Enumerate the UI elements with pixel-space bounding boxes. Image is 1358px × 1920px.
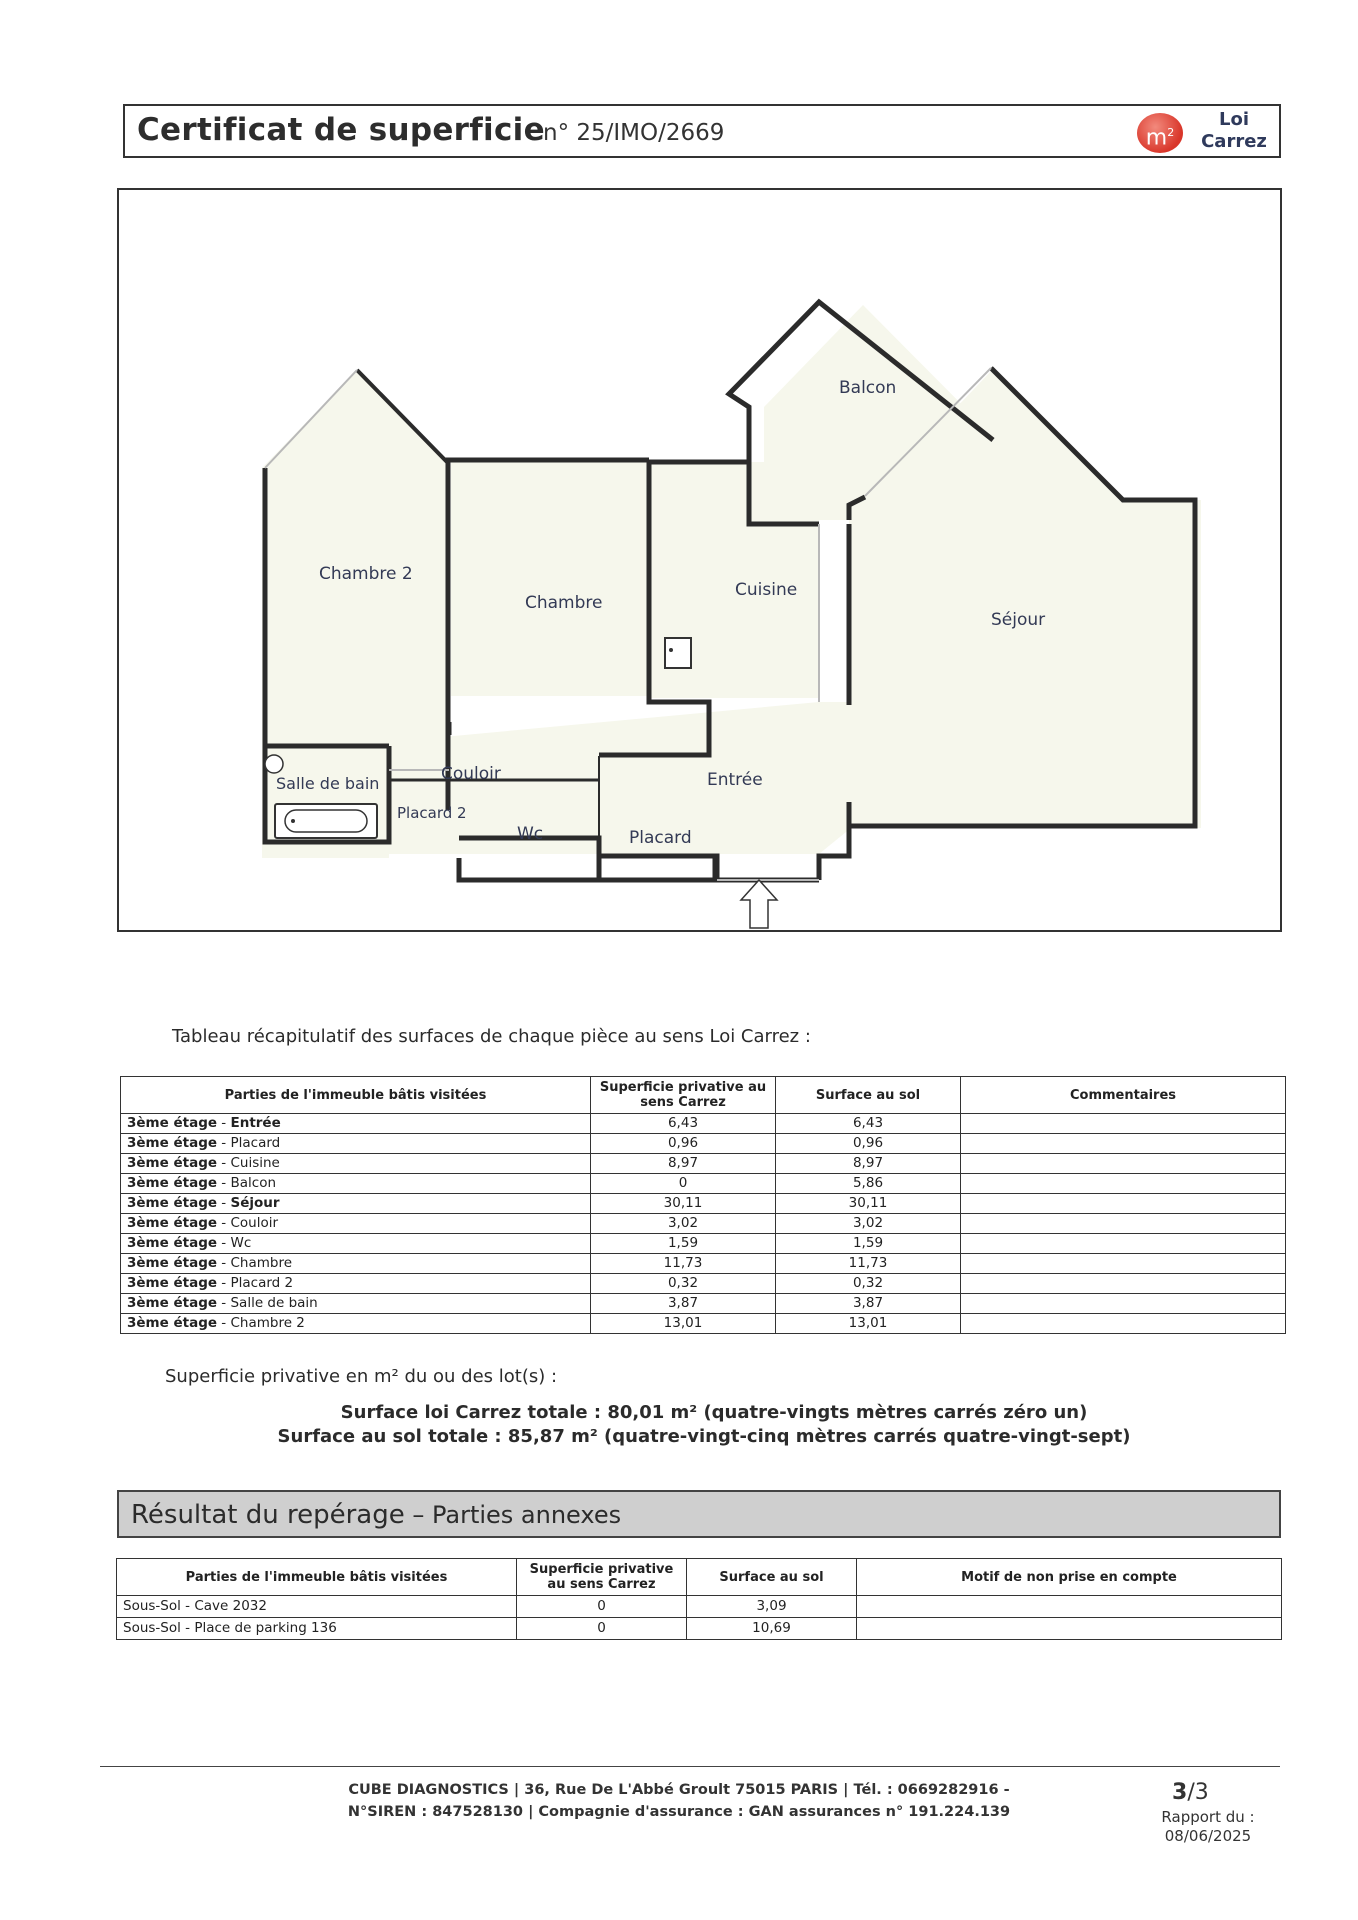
cell-carrez: 0 [591,1174,776,1194]
cell-partie [121,1314,591,1334]
cell-comment [961,1254,1286,1274]
cell-piece: Chambre 2 [230,1315,305,1331]
logo-mark: m [1145,125,1168,151]
cell-sep: - [217,1195,231,1211]
col-commentaires: Commentaires [961,1077,1286,1114]
col-sol: Surface au sol [776,1077,961,1114]
floor-plan-drawing [119,190,1280,930]
cell-sol: 11,73 [776,1254,961,1274]
cell-sol: 3,09 [687,1596,857,1618]
cell-sep: - [217,1235,231,1251]
col-carrez-line2: sens Carrez [640,1095,726,1110]
cell-piece: Couloir [230,1215,279,1231]
col-motif: Motif de non prise en compte [857,1559,1282,1596]
cell-carrez: 13,01 [591,1314,776,1334]
result-subtitle: Parties annexes [431,1501,622,1529]
table-row [121,1234,1286,1254]
cell-sep: - [217,1135,231,1151]
surfaces-table [120,1076,1286,1334]
floor-plan [117,188,1282,932]
room-label-placard2: Placard 2 [397,804,467,822]
cell-carrez: 0 [517,1618,687,1640]
col-carrez-line1: Superficie privative au [599,1080,767,1095]
cell-sep: - [217,1295,231,1311]
room-label-chambre: Chambre [525,593,603,613]
total-carrez-words: (quatre-vingts mètres carrés zéro un) [697,1402,1088,1423]
result-banner [117,1490,1281,1538]
room-label-couloir: Couloir [441,764,501,784]
col-carrez-line2: au sens Carrez [547,1577,656,1592]
room-label-chambre2: Chambre 2 [319,564,413,584]
total-carrez-label: Surface loi Carrez totale : [340,1402,608,1423]
cell-sol: 0,32 [776,1274,961,1294]
cell-sep: - [217,1175,231,1191]
table-row [121,1274,1286,1294]
col-carrez [517,1559,687,1596]
report-date-value: 08/06/2025 [1164,1827,1252,1845]
cell-piece: Séjour [230,1195,280,1211]
cell-piece: Placard [230,1135,281,1151]
header-box [123,104,1281,158]
cell-partie [121,1294,591,1314]
cell-etage: 3ème étage [127,1295,218,1311]
cell-partie [121,1134,591,1154]
cell-piece: Wc [230,1235,252,1251]
cell-comment [961,1214,1286,1234]
table-caption: Tableau récapitulatif des surfaces de chaque pièce au sens Loi Carrez : [172,1026,811,1047]
cell-sep: - [217,1215,231,1231]
cell-sep: - [217,1315,231,1331]
cell-etage: 3ème étage [127,1115,218,1131]
report-date-label: Rapport du : [1161,1808,1255,1826]
col-parties: Parties de l'immeuble bâtis visitées [121,1077,591,1114]
cell-comment [961,1294,1286,1314]
logo-text [1199,109,1269,153]
cell-etage: 3ème étage [127,1175,218,1191]
cell-partie [121,1214,591,1234]
total-sol [0,1426,1358,1447]
cell-partie [121,1234,591,1254]
cell-etage: 3ème étage [127,1195,218,1211]
m2-logo-icon [1137,113,1183,153]
cell-carrez: 0 [517,1596,687,1618]
page-current: 3 [1172,1780,1188,1805]
cell-carrez: 8,97 [591,1154,776,1174]
cell-comment [961,1154,1286,1174]
cell-comment [961,1134,1286,1154]
report-date [1148,1808,1268,1846]
total-carrez-value: 80,01 m² [607,1402,698,1423]
table-row [121,1174,1286,1194]
room-label-salle-de-bain: Salle de bain [276,774,380,793]
cell-sol: 13,01 [776,1314,961,1334]
table-row [121,1134,1286,1154]
cell-carrez: 3,02 [591,1214,776,1234]
footer-divider [100,1766,1280,1767]
col-parties: Parties de l'immeuble bâtis visitées [117,1559,517,1596]
annexes-table [116,1558,1282,1640]
cell-partie [121,1174,591,1194]
document-title: Certificat de superficie [137,112,545,148]
result-title-main: Résultat du repérage [131,1500,405,1530]
cell-carrez: 11,73 [591,1254,776,1274]
cell-sep: - [217,1115,231,1131]
lots-label: Superficie privative en m² du ou des lot(s) : [165,1366,558,1387]
table-row [117,1596,1282,1618]
cell-partie [121,1274,591,1294]
cell-etage: 3ème étage [127,1315,218,1331]
footer-siren: N°SIREN : 847528130 | Compagnie d'assurance : GAN assurances n° 191.224.139 [347,1804,1011,1820]
table-row [121,1154,1286,1174]
cell-carrez: 0,32 [591,1274,776,1294]
cell-sol: 3,87 [776,1294,961,1314]
logo-sup: 2 [1167,126,1175,139]
cell-piece: Balcon [230,1175,277,1191]
cell-etage: 3ème étage [127,1215,218,1231]
result-title [131,1500,621,1530]
table-row [121,1294,1286,1314]
cell-carrez: 30,11 [591,1194,776,1214]
total-sol-label: Surface au sol totale : [277,1426,508,1447]
result-dash: – [404,1501,432,1529]
cell-sol: 6,43 [776,1114,961,1134]
cell-piece: Salle de bain [230,1295,318,1311]
cell-carrez: 0,96 [591,1134,776,1154]
cell-etage: 3ème étage [127,1135,218,1151]
cell-carrez: 3,87 [591,1294,776,1314]
cell-sol: 1,59 [776,1234,961,1254]
table-header-row [121,1077,1286,1114]
cell-partie [121,1154,591,1174]
col-carrez [591,1077,776,1114]
cell-sep: - [217,1275,231,1291]
cell-sol: 0,96 [776,1134,961,1154]
cell-piece: Entrée [230,1115,281,1131]
cell-comment [961,1274,1286,1294]
cell-comment [961,1174,1286,1194]
cell-carrez: 6,43 [591,1114,776,1134]
table-row [121,1254,1286,1274]
room-label-placard: Placard [629,828,692,848]
table-row [121,1194,1286,1214]
room-label-wc: Wc [517,824,544,844]
cell-comment [961,1194,1286,1214]
room-label-sejour: Séjour [991,610,1046,630]
cell-etage: 3ème étage [127,1255,218,1271]
cell-partie: Sous-Sol - Place de parking 136 [117,1618,517,1640]
page-total: /3 [1187,1780,1209,1805]
cell-comment [961,1234,1286,1254]
table-row [121,1114,1286,1134]
cell-sol: 30,11 [776,1194,961,1214]
cell-etage: 3ème étage [127,1275,218,1291]
table-row [121,1314,1286,1334]
cell-motif [857,1596,1282,1618]
cell-comment [961,1114,1286,1134]
cell-partie: Sous-Sol - Cave 2032 [117,1596,517,1618]
cell-comment [961,1314,1286,1334]
table-row [121,1214,1286,1234]
cell-sep: - [217,1255,231,1271]
col-sol: Surface au sol [687,1559,857,1596]
room-label-cuisine: Cuisine [735,580,798,600]
room-label-balcon: Balcon [839,378,897,398]
page-number [1172,1780,1209,1805]
cell-etage: 3ème étage [127,1235,218,1251]
total-sol-value: 85,87 m² [507,1426,598,1447]
certificate-number: n° 25/IMO/2669 [543,120,725,146]
cell-piece: Placard 2 [230,1275,294,1291]
loi-carrez-logo [1137,107,1277,155]
cell-carrez: 1,59 [591,1234,776,1254]
cell-piece: Chambre [230,1255,293,1271]
cell-partie [121,1254,591,1274]
room-label-entree: Entrée [707,770,763,790]
footer-company: CUBE DIAGNOSTICS | 36, Rue De L'Abbé Groult 75015 PARIS | Tél. : 0669282916 - [348,1782,1010,1798]
cell-partie [121,1194,591,1214]
cell-sol: 8,97 [776,1154,961,1174]
logo-line2: Carrez [1201,131,1267,152]
cell-motif [857,1618,1282,1640]
cell-etage: 3ème étage [127,1155,218,1171]
table-header-row [117,1559,1282,1596]
cell-sol: 3,02 [776,1214,961,1234]
logo-line1: Loi [1218,109,1249,130]
cell-sol: 5,86 [776,1174,961,1194]
cell-piece: Cuisine [230,1155,280,1171]
col-carrez-line1: Superficie privative [529,1562,674,1577]
table-row [117,1618,1282,1640]
cell-sep: - [217,1155,231,1171]
cell-partie [121,1114,591,1134]
cell-sol: 10,69 [687,1618,857,1640]
total-sol-words: (quatre-vingt-cinq mètres carrés quatre-vingt-sept) [597,1426,1131,1447]
total-carrez [0,1402,1358,1423]
